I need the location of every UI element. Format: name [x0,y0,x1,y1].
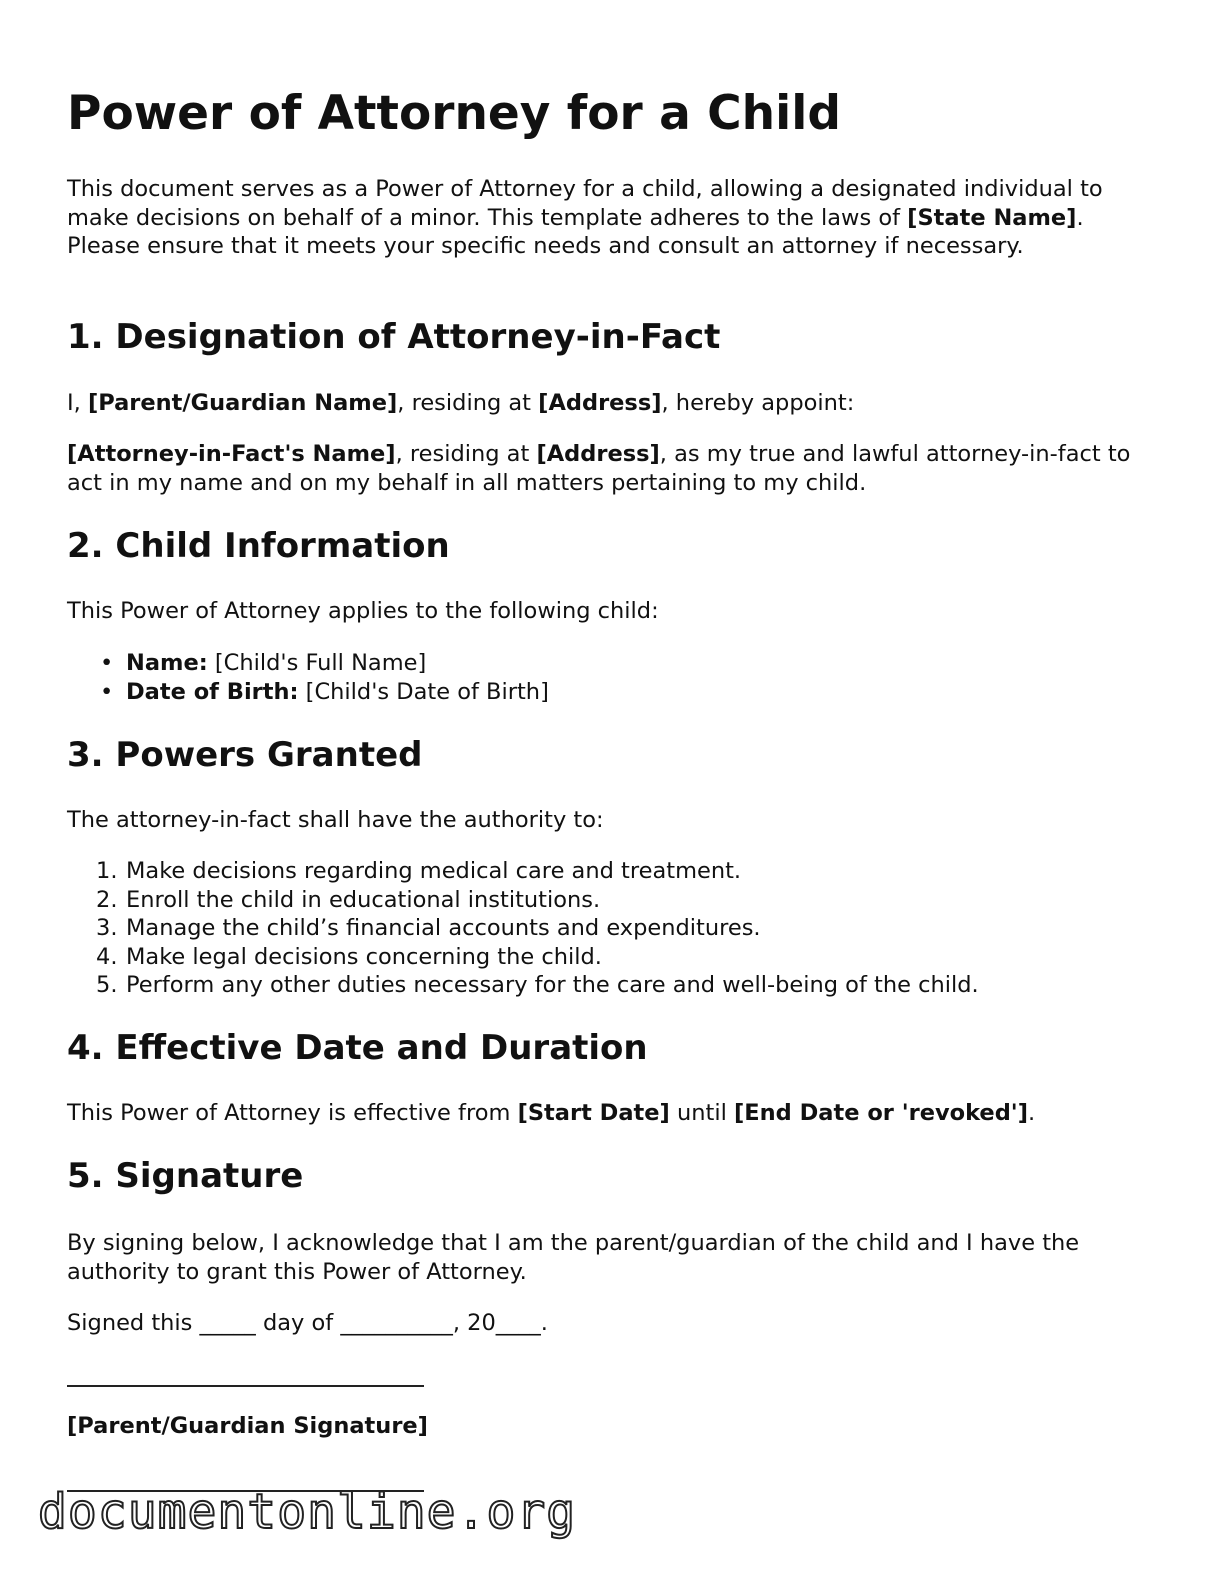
intro-state: [State Name] [907,204,1077,231]
list-item [67,914,1157,943]
intro-text-2: . Please ensure that it meets your specific needs and consult an attorney if necessary. [67,204,1084,259]
signed-date-line: Signed this _____ day of __________, 20____. [67,1310,548,1336]
powers-intro: The attorney-in-fact shall have the authority to: [67,807,604,833]
list-item [67,886,1157,915]
bullet-icon: • [100,650,114,676]
attorney-name-placeholder: [Attorney-in-Fact's Name] [67,441,396,467]
list-number: 5. [96,972,118,998]
attorney-mid: , residing at [395,441,537,467]
list-item [67,678,1157,707]
signature-line [67,1385,424,1387]
section-1-heading: 1. Designation of Attorney-in-Fact [67,317,721,357]
attorney-post: , as my true and lawful attorney-in-fact to act in my name and on my behalf in all matters pertaining to my child. [67,441,1131,496]
acknowledgement-paragraph: By signing below, I acknowledge that I am the parent/guardian of the child and I have the authority to grant this Power of Attorney. [67,1230,1080,1285]
appointment-line [67,389,1157,418]
child-name-value: [Child's Full Name] [207,650,427,676]
child-dob-value: [Child's Date of Birth] [298,678,549,705]
list-number: 1. [96,858,118,884]
powers-list [67,857,1157,1000]
list-number: 3. [96,915,118,941]
parent-address-placeholder: [Address] [538,390,662,416]
section-3-heading: 3. Powers Granted [67,735,423,775]
child-info-list [67,649,1157,706]
start-date-placeholder: [Start Date] [517,1100,670,1126]
power-text: Manage the child’s financial accounts and expenditures. [126,915,761,941]
signature-label-text: [Parent/Guardian Signature] [67,1413,428,1439]
power-text: Perform any other duties necessary for the care and well-being of the child. [126,972,979,998]
list-item [67,971,1157,1000]
list-item [67,943,1157,972]
list-number: 2. [96,886,118,913]
bullet-icon: • [100,678,114,705]
end-date-placeholder: [End Date or 'revoked'] [734,1100,1028,1126]
effective-pre: This Power of Attorney is effective from [67,1100,518,1126]
appointment-pre: I, [67,390,88,416]
effective-mid: until [669,1100,734,1126]
appointment-post: , hereby appoint: [661,390,855,416]
attorney-address-placeholder: [Address] [536,441,660,467]
page-title: Power of Attorney for a Child [67,86,841,141]
power-text: Make legal decisions concerning the child. [126,943,602,970]
appointment-mid: , residing at [397,390,539,416]
signature-label [67,1412,1157,1441]
child-dob-label: Date of Birth: [126,678,299,705]
parent-name-placeholder: [Parent/Guardian Name] [87,390,398,416]
effective-date-line [67,1099,1157,1128]
power-text: Make decisions regarding medical care and treatment. [126,858,742,884]
intro-paragraph [67,175,1157,261]
intro-text-1: This document serves as a Power of Attorney for a child, allowing a designated individual to make decisions on behalf of a minor. This template adheres to the laws of [67,176,1103,231]
section-4-heading: 4. Effective Date and Duration [67,1028,648,1068]
section-2-heading: 2. Child Information [67,526,450,566]
list-item [67,649,1157,678]
list-number: 4. [96,943,118,970]
watermark-text: documentonline.org [38,1484,577,1540]
effective-post: . [1027,1100,1036,1126]
attorney-paragraph [67,440,1157,497]
power-text: Enroll the child in educational institutions. [126,886,601,913]
child-name-label: Name: [126,650,208,676]
section-5-heading: 5. Signature [67,1156,304,1196]
list-item [67,857,1157,886]
child-intro: This Power of Attorney applies to the following child: [67,598,659,624]
